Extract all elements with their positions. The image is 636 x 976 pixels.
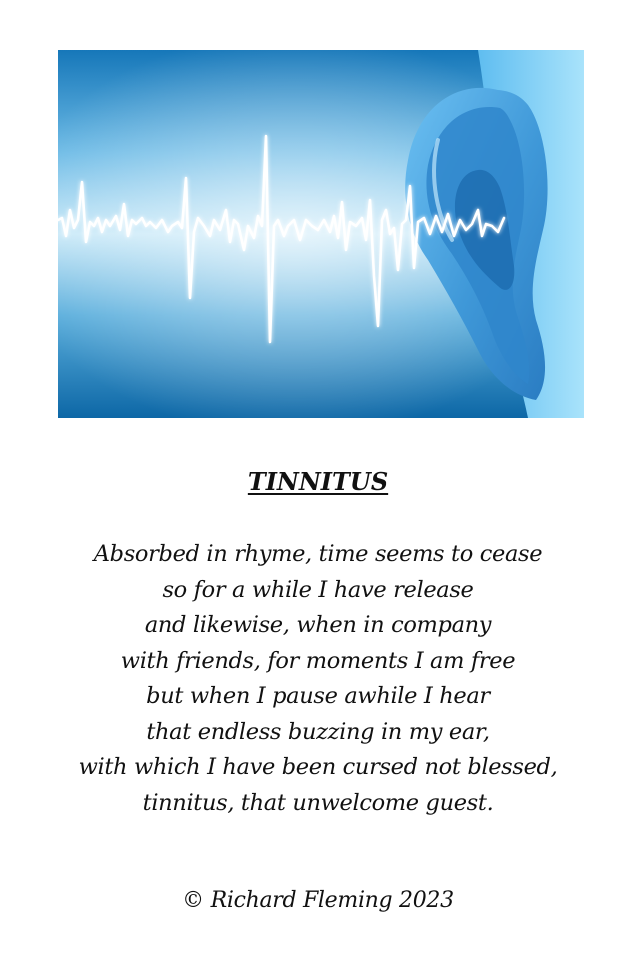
copyright-notice: © Richard Fleming 2023	[182, 888, 454, 913]
poem-line: that endless buzzing in my ear,	[146, 718, 490, 745]
poem-stanza	[0, 537, 636, 821]
ear-soundwave-illustration	[58, 50, 584, 418]
poem-line: with friends, for moments I am free	[120, 647, 516, 674]
poem-line: tinnitus, that unwelcome guest.	[142, 789, 494, 816]
poem-title: TINNITUS	[247, 467, 389, 496]
poem-line: and likewise, when in company	[144, 612, 492, 638]
poem-line: with which I have been cursed not blessed,	[78, 754, 558, 780]
ear-soundwave-image	[58, 50, 584, 418]
poem-line: so for a while I have release	[162, 576, 474, 603]
poem-line: Absorbed in rhyme, time seems to cease	[93, 541, 543, 567]
poem-line: but when I pause awhile I hear	[146, 683, 490, 709]
